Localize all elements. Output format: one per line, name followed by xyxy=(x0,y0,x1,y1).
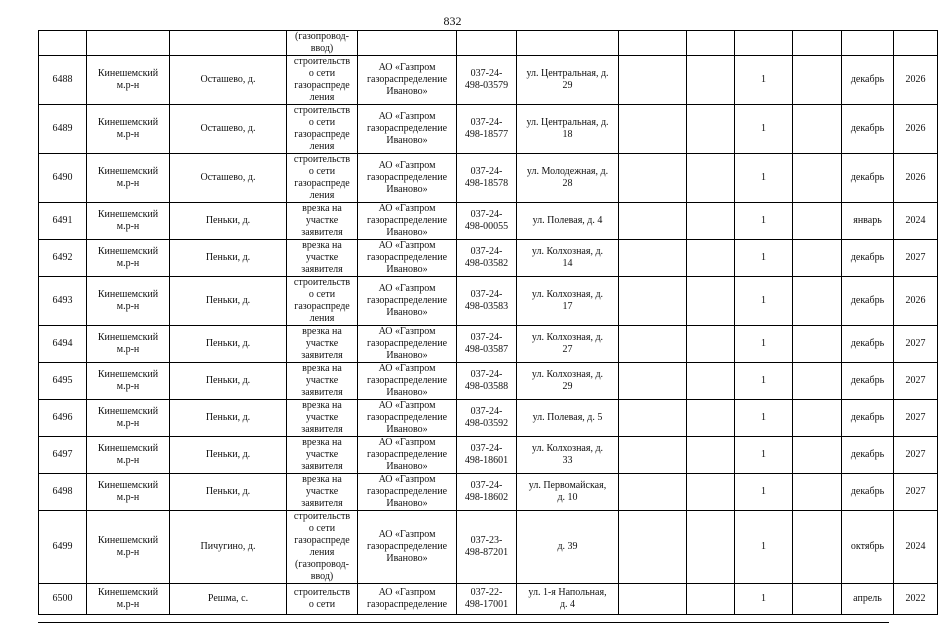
quantity-cell: 1 xyxy=(735,56,793,105)
work-type-cell: строительств о сети газораспреде ления (газопровод- ввод) xyxy=(287,511,358,584)
row-number-cell: 6492 xyxy=(39,240,87,277)
month-cell: декабрь xyxy=(842,56,894,105)
district-cell: Кинешемский м.р-н xyxy=(87,277,170,326)
quantity-cell: 1 xyxy=(735,363,793,400)
empty-cell xyxy=(619,511,687,584)
locality-cell: Пеньки, д. xyxy=(170,277,287,326)
row-number-cell: 6499 xyxy=(39,511,87,584)
table-row xyxy=(39,474,938,511)
month-cell: декабрь xyxy=(842,105,894,154)
table-row xyxy=(39,584,938,615)
quantity-cell: 1 xyxy=(735,203,793,240)
organization-cell: АО «Газпром газораспределение Иваново» xyxy=(358,511,457,584)
row-number-cell: 6498 xyxy=(39,474,87,511)
quantity-cell: 1 xyxy=(735,584,793,615)
year-cell: 2027 xyxy=(894,437,938,474)
empty-cell xyxy=(619,437,687,474)
table-row-continuation xyxy=(39,31,938,56)
empty-cell xyxy=(793,474,842,511)
empty-cell xyxy=(619,326,687,363)
quantity-cell: 1 xyxy=(735,326,793,363)
district-cell: Кинешемский м.р-н xyxy=(87,363,170,400)
work-type-cell: врезка на участке заявителя xyxy=(287,326,358,363)
empty-cell xyxy=(687,400,735,437)
table-row xyxy=(39,437,938,474)
locality-cell: Решма, с. xyxy=(170,584,287,615)
empty-cell xyxy=(619,203,687,240)
locality-cell: Пичугино, д. xyxy=(170,511,287,584)
empty-cell xyxy=(619,400,687,437)
organization-cell: АО «Газпром газораспределение Иваново» xyxy=(358,56,457,105)
organization-cell: АО «Газпром газораспределение Иваново» xyxy=(358,105,457,154)
year-cell: 2027 xyxy=(894,474,938,511)
work-type-cell: врезка на участке заявителя xyxy=(287,400,358,437)
object-code-cell: 037-22- 498-17001 xyxy=(457,584,517,615)
work-type-cell: строительств о сети xyxy=(287,584,358,615)
empty-cell xyxy=(619,277,687,326)
month-cell: январь xyxy=(842,203,894,240)
locality-cell: Осташево, д. xyxy=(170,105,287,154)
empty-cell xyxy=(793,400,842,437)
table-row xyxy=(39,154,938,203)
month-cell: октябрь xyxy=(842,511,894,584)
table-row xyxy=(39,400,938,437)
empty-cell xyxy=(793,203,842,240)
year-cell: 2026 xyxy=(894,105,938,154)
locality-cell: Пеньки, д. xyxy=(170,240,287,277)
empty-cell xyxy=(619,240,687,277)
object-code-cell: 037-24- 498-18577 xyxy=(457,105,517,154)
object-code-cell: 037-24- 498-03579 xyxy=(457,56,517,105)
address-cell: ул. Колхозная, д. 14 xyxy=(517,240,619,277)
row-number-cell: 6491 xyxy=(39,203,87,240)
empty-cell xyxy=(619,474,687,511)
empty-cell xyxy=(793,277,842,326)
row-number-cell: 6497 xyxy=(39,437,87,474)
empty-cell xyxy=(687,154,735,203)
organization-cell: АО «Газпром газораспределение Иваново» xyxy=(358,240,457,277)
empty-cell xyxy=(687,105,735,154)
object-code-cell: 037-24- 498-00055 xyxy=(457,203,517,240)
work-type-cell: строительств о сети газораспреде ления xyxy=(287,154,358,203)
address-cell: ул. Полевая, д. 4 xyxy=(517,203,619,240)
organization-cell: АО «Газпром газораспределение Иваново» xyxy=(358,203,457,240)
address-cell: ул. 1-я Напольная, д. 4 xyxy=(517,584,619,615)
district-cell: Кинешемский м.р-н xyxy=(87,437,170,474)
table-row xyxy=(39,511,938,584)
table-row xyxy=(39,240,938,277)
work-type-cell: врезка на участке заявителя xyxy=(287,437,358,474)
table-row xyxy=(39,277,938,326)
year-cell: 2027 xyxy=(894,326,938,363)
quantity-cell: 1 xyxy=(735,154,793,203)
work-type-cell: врезка на участке заявителя xyxy=(287,363,358,400)
quantity-cell: 1 xyxy=(735,277,793,326)
object-code-cell: 037-24- 498-03592 xyxy=(457,400,517,437)
empty-cell xyxy=(793,511,842,584)
address-cell: ул. Колхозная, д. 27 xyxy=(517,326,619,363)
month-cell: апрель xyxy=(842,584,894,615)
quantity-cell: 1 xyxy=(735,105,793,154)
quantity-cell: 1 xyxy=(735,240,793,277)
empty-cell xyxy=(619,105,687,154)
district-cell: Кинешемский м.р-н xyxy=(87,511,170,584)
page-number: 832 xyxy=(443,14,462,28)
empty-cell xyxy=(687,56,735,105)
object-code-cell: 037-24- 498-18601 xyxy=(457,437,517,474)
locality-cell: Пеньки, д. xyxy=(170,437,287,474)
empty-cell xyxy=(793,363,842,400)
work-type-cell: (газопровод- ввод) xyxy=(287,31,358,56)
year-cell: 2027 xyxy=(894,363,938,400)
object-code-cell: 037-24- 498-03583 xyxy=(457,277,517,326)
locality-cell: Пеньки, д. xyxy=(170,363,287,400)
table-row xyxy=(39,203,938,240)
month-cell: декабрь xyxy=(842,326,894,363)
month-cell: декабрь xyxy=(842,437,894,474)
quantity-cell: 1 xyxy=(735,437,793,474)
district-cell: Кинешемский м.р-н xyxy=(87,56,170,105)
district-cell: Кинешемский м.р-н xyxy=(87,474,170,511)
year-cell: 2026 xyxy=(894,277,938,326)
empty-cell xyxy=(793,437,842,474)
empty-cell xyxy=(687,326,735,363)
empty-cell xyxy=(619,154,687,203)
row-number-cell: 6489 xyxy=(39,105,87,154)
organization-cell: АО «Газпром газораспределение Иваново» xyxy=(358,326,457,363)
registry-table xyxy=(38,30,938,615)
work-type-cell: врезка на участке заявителя xyxy=(287,240,358,277)
table-row xyxy=(39,363,938,400)
month-cell: декабрь xyxy=(842,240,894,277)
organization-cell: АО «Газпром газораспределение Иваново» xyxy=(358,154,457,203)
address-cell: ул. Колхозная, д. 17 xyxy=(517,277,619,326)
district-cell: Кинешемский м.р-н xyxy=(87,203,170,240)
district-cell: Кинешемский м.р-н xyxy=(87,584,170,615)
quantity-cell: 1 xyxy=(735,511,793,584)
month-cell: декабрь xyxy=(842,474,894,511)
empty-cell xyxy=(687,277,735,326)
work-type-cell: врезка на участке заявителя xyxy=(287,474,358,511)
organization-cell: АО «Газпром газораспределение Иваново» xyxy=(358,474,457,511)
address-cell: ул. Центральная, д. 18 xyxy=(517,105,619,154)
row-number-cell: 6488 xyxy=(39,56,87,105)
district-cell: Кинешемский м.р-н xyxy=(87,400,170,437)
empty-cell xyxy=(687,363,735,400)
table-row xyxy=(39,326,938,363)
quantity-cell: 1 xyxy=(735,474,793,511)
locality-cell: Пеньки, д. xyxy=(170,203,287,240)
organization-cell: АО «Газпром газораспределение xyxy=(358,584,457,615)
empty-cell xyxy=(793,154,842,203)
address-cell: ул. Полевая, д. 5 xyxy=(517,400,619,437)
district-cell: Кинешемский м.р-н xyxy=(87,240,170,277)
address-cell: ул. Первомайская, д. 10 xyxy=(517,474,619,511)
row-number-cell: 6493 xyxy=(39,277,87,326)
empty-cell xyxy=(793,56,842,105)
month-cell: декабрь xyxy=(842,363,894,400)
empty-cell xyxy=(687,474,735,511)
empty-cell xyxy=(687,437,735,474)
locality-cell: Осташево, д. xyxy=(170,154,287,203)
year-cell: 2027 xyxy=(894,400,938,437)
address-cell: д. 39 xyxy=(517,511,619,584)
empty-cell xyxy=(619,363,687,400)
year-cell: 2026 xyxy=(894,154,938,203)
row-number-cell: 6490 xyxy=(39,154,87,203)
work-type-cell: врезка на участке заявителя xyxy=(287,203,358,240)
organization-cell: АО «Газпром газораспределение Иваново» xyxy=(358,277,457,326)
empty-cell xyxy=(793,105,842,154)
organization-cell: АО «Газпром газораспределение Иваново» xyxy=(358,363,457,400)
organization-cell: АО «Газпром газораспределение Иваново» xyxy=(358,437,457,474)
empty-cell xyxy=(687,240,735,277)
empty-cell xyxy=(619,584,687,615)
empty-cell xyxy=(793,240,842,277)
address-cell: ул. Колхозная, д. 33 xyxy=(517,437,619,474)
year-cell: 2026 xyxy=(894,56,938,105)
empty-cell xyxy=(687,203,735,240)
object-code-cell: 037-23- 498-87201 xyxy=(457,511,517,584)
object-code-cell: 037-24- 498-18602 xyxy=(457,474,517,511)
empty-cell xyxy=(687,584,735,615)
locality-cell: Осташево, д. xyxy=(170,56,287,105)
table-row xyxy=(39,56,938,105)
object-code-cell: 037-24- 498-03588 xyxy=(457,363,517,400)
year-cell: 2024 xyxy=(894,511,938,584)
locality-cell: Пеньки, д. xyxy=(170,400,287,437)
table-row xyxy=(39,105,938,154)
row-number-cell: 6495 xyxy=(39,363,87,400)
work-type-cell: строительств о сети газораспреде ления xyxy=(287,105,358,154)
empty-cell xyxy=(793,584,842,615)
month-cell: декабрь xyxy=(842,154,894,203)
address-cell: ул. Молодежная, д. 28 xyxy=(517,154,619,203)
organization-cell: АО «Газпром газораспределение Иваново» xyxy=(358,400,457,437)
empty-cell xyxy=(793,326,842,363)
locality-cell: Пеньки, д. xyxy=(170,474,287,511)
year-cell: 2027 xyxy=(894,240,938,277)
address-cell: ул. Колхозная, д. 29 xyxy=(517,363,619,400)
locality-cell: Пеньки, д. xyxy=(170,326,287,363)
row-number-cell: 6496 xyxy=(39,400,87,437)
district-cell: Кинешемский м.р-н xyxy=(87,326,170,363)
object-code-cell: 037-24- 498-03582 xyxy=(457,240,517,277)
row-number-cell: 6500 xyxy=(39,584,87,615)
object-code-cell: 037-24- 498-03587 xyxy=(457,326,517,363)
empty-cell xyxy=(619,56,687,105)
empty-cell xyxy=(687,511,735,584)
month-cell: декабрь xyxy=(842,277,894,326)
year-cell: 2024 xyxy=(894,203,938,240)
work-type-cell: строительств о сети газораспреде ления xyxy=(287,277,358,326)
table-viewport xyxy=(38,30,926,623)
row-number-cell: 6494 xyxy=(39,326,87,363)
work-type-cell: строительств о сети газораспреде ления xyxy=(287,56,358,105)
month-cell: декабрь xyxy=(842,400,894,437)
object-code-cell: 037-24- 498-18578 xyxy=(457,154,517,203)
year-cell: 2022 xyxy=(894,584,938,615)
district-cell: Кинешемский м.р-н xyxy=(87,154,170,203)
district-cell: Кинешемский м.р-н xyxy=(87,105,170,154)
quantity-cell: 1 xyxy=(735,400,793,437)
address-cell: ул. Центральная, д. 29 xyxy=(517,56,619,105)
